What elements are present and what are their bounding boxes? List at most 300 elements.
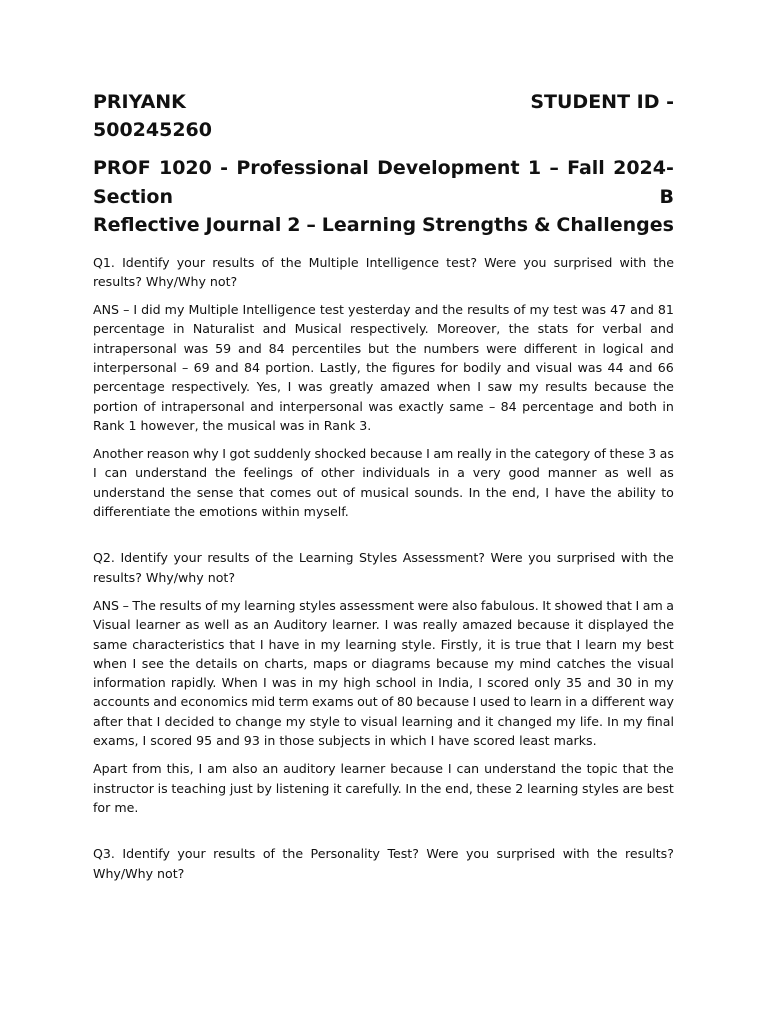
word: I xyxy=(132,655,137,671)
word: in xyxy=(495,446,507,462)
word: saw xyxy=(487,379,513,395)
word: maps xyxy=(313,655,348,671)
word: these xyxy=(476,780,512,796)
word: of xyxy=(205,597,218,613)
word: – xyxy=(488,398,496,414)
word: results xyxy=(467,302,510,318)
text-line xyxy=(93,779,674,798)
word: and xyxy=(599,398,623,414)
word: after xyxy=(93,713,123,729)
word: learner xyxy=(135,617,181,633)
word: of xyxy=(381,694,394,710)
word: I xyxy=(222,446,226,462)
word: surprised xyxy=(556,550,616,566)
word: diagrams xyxy=(371,655,431,671)
journal-word: Learning xyxy=(321,214,417,236)
text-line xyxy=(93,272,674,291)
word: the xyxy=(653,550,674,566)
word: school xyxy=(375,675,417,691)
text-line xyxy=(93,635,674,654)
word: Identify xyxy=(122,846,170,862)
word: teaching xyxy=(171,780,227,796)
word: of xyxy=(300,465,313,481)
word: it xyxy=(484,713,494,729)
word: have xyxy=(554,484,586,500)
word: and xyxy=(250,398,274,414)
word: on xyxy=(243,655,259,671)
word: learning xyxy=(345,636,397,652)
word: mind xyxy=(519,655,552,671)
word: test xyxy=(553,302,578,318)
word: interpersonal xyxy=(93,359,177,375)
word: information xyxy=(93,675,166,691)
text-line xyxy=(93,483,674,502)
word: test xyxy=(319,302,344,318)
word: intrapersonal xyxy=(160,398,245,414)
word: for xyxy=(440,359,458,375)
word: is xyxy=(500,636,511,652)
word: in xyxy=(421,675,433,691)
word: verbal xyxy=(602,321,642,337)
word: to xyxy=(661,484,674,500)
word: Intelligence xyxy=(242,302,316,318)
course-title-line-1 xyxy=(93,154,674,183)
course-word: 2024- xyxy=(613,157,674,179)
word: my xyxy=(220,597,241,613)
word: final xyxy=(646,713,674,729)
word: fabulous. xyxy=(480,597,539,613)
q1-answer xyxy=(93,300,674,435)
word: 84 xyxy=(243,359,260,375)
word: instructor xyxy=(93,780,154,796)
word: Assessment? xyxy=(402,550,485,566)
word: the xyxy=(485,484,507,500)
word: as xyxy=(604,465,619,481)
word: I xyxy=(447,761,452,777)
word: only xyxy=(534,675,561,691)
word: and xyxy=(628,359,653,375)
word: term xyxy=(278,694,309,710)
word: my xyxy=(654,675,674,691)
word: way xyxy=(648,694,674,710)
word: ANS xyxy=(93,597,120,613)
word: my xyxy=(285,713,306,729)
word: – xyxy=(182,359,189,375)
word: details xyxy=(195,655,238,671)
line-text: Rank 1 however, the musical was in Rank 3. xyxy=(93,417,372,433)
journal-word: 2 xyxy=(287,214,301,236)
word: carefully. xyxy=(345,780,402,796)
text-line xyxy=(93,444,674,463)
word: just xyxy=(229,780,253,796)
word: end, xyxy=(512,484,540,500)
word: portion. xyxy=(265,359,315,375)
word: Visual xyxy=(93,617,131,633)
word: of xyxy=(262,846,275,862)
journal-word: Journal xyxy=(205,214,282,236)
word: with xyxy=(620,550,648,566)
word: reason xyxy=(146,446,190,462)
line-text: differentiate the emotions within myself. xyxy=(93,504,349,520)
word: changed xyxy=(497,713,552,729)
word: was xyxy=(581,302,607,318)
word: Apart xyxy=(93,761,128,777)
word: India, xyxy=(438,675,474,691)
word: that xyxy=(229,636,255,652)
journal-word: & xyxy=(533,214,551,236)
word: Q3. xyxy=(93,846,115,862)
word: but xyxy=(368,340,389,356)
word: of xyxy=(261,254,274,270)
word: to xyxy=(343,713,357,729)
word: your xyxy=(176,254,206,270)
course-word: - xyxy=(220,157,229,179)
word: understand xyxy=(484,761,557,777)
word: style xyxy=(309,713,340,729)
word: you xyxy=(465,846,490,862)
word: can xyxy=(456,761,480,777)
word: best xyxy=(646,780,674,796)
word: and xyxy=(262,321,287,337)
word: greatly xyxy=(329,379,374,395)
word: because xyxy=(593,379,647,395)
text-line xyxy=(93,397,674,416)
word: my xyxy=(622,713,643,729)
word: respectively. xyxy=(349,321,429,337)
word: got xyxy=(229,446,251,462)
word: rapidly. xyxy=(170,675,217,691)
word: my xyxy=(318,675,339,691)
word: showed xyxy=(554,597,603,613)
word: I xyxy=(133,302,138,318)
word: Q1. xyxy=(93,254,115,270)
word: my xyxy=(494,655,514,671)
word: decided xyxy=(164,713,215,729)
word: I xyxy=(477,379,481,395)
word: shocked xyxy=(314,446,367,462)
word: the xyxy=(653,761,674,777)
word: visual xyxy=(535,359,573,375)
word: numbers xyxy=(423,340,480,356)
word: that xyxy=(622,761,649,777)
student-name: PRIYANK xyxy=(93,91,186,113)
word: did xyxy=(141,302,161,318)
word: the xyxy=(590,484,612,500)
word: topic xyxy=(586,761,618,777)
word: exactly xyxy=(398,398,444,414)
text-line xyxy=(93,319,674,338)
word: 81 xyxy=(657,302,674,318)
word: the xyxy=(653,617,674,633)
word: logical xyxy=(602,340,644,356)
word: feelings xyxy=(243,465,293,481)
word: an xyxy=(262,761,279,777)
word: was xyxy=(297,379,323,395)
word: for xyxy=(576,321,594,337)
text-line xyxy=(93,358,674,377)
word: surprised xyxy=(496,846,556,862)
word: 84 xyxy=(268,340,285,356)
word: the xyxy=(272,550,294,566)
word: was xyxy=(183,340,209,356)
word: style. xyxy=(401,636,436,652)
course-word: Development xyxy=(377,157,520,179)
word: the xyxy=(611,655,632,671)
journal-word: – xyxy=(306,214,316,236)
word: the xyxy=(510,446,532,462)
word: Moreover, xyxy=(436,321,501,337)
course-word: Fall xyxy=(567,157,605,179)
word: in xyxy=(637,675,649,691)
student-id-number: 500245260 xyxy=(93,119,212,141)
word: percentage xyxy=(93,379,165,395)
text-line xyxy=(93,844,674,863)
word: Test? xyxy=(387,846,419,862)
word: styles xyxy=(582,780,619,796)
word: Q2. xyxy=(93,550,115,566)
word: suddenly xyxy=(253,446,311,462)
word: understand xyxy=(135,465,208,481)
word: I xyxy=(426,446,430,462)
q1-question xyxy=(93,253,674,292)
word: that xyxy=(126,713,153,729)
text-line xyxy=(93,339,674,358)
line-text: results? Why/why not? xyxy=(93,569,236,585)
word: as xyxy=(659,446,674,462)
word: In xyxy=(468,484,481,500)
word: the xyxy=(508,321,530,337)
word: with xyxy=(619,254,647,270)
word: interpersonal xyxy=(279,398,363,414)
word: Learning xyxy=(298,550,354,566)
word: In xyxy=(405,780,418,796)
journal-word: Strengths xyxy=(421,214,529,236)
word: Identify xyxy=(120,550,168,566)
word: the xyxy=(420,780,442,796)
word: results xyxy=(207,550,250,566)
word: because xyxy=(416,694,470,710)
word: why xyxy=(192,446,219,462)
word: are xyxy=(622,780,643,796)
text-line xyxy=(93,416,674,435)
word: – xyxy=(122,597,129,613)
word: was xyxy=(393,617,418,633)
word: am xyxy=(642,597,663,613)
word: and xyxy=(238,340,262,356)
word: portion xyxy=(93,398,139,414)
section-value: B xyxy=(659,185,674,208)
word: 59 xyxy=(215,340,232,356)
word: in xyxy=(173,321,185,337)
word: I xyxy=(545,484,549,500)
word: that xyxy=(606,597,632,613)
word: intrapersonal xyxy=(93,340,177,356)
word: that xyxy=(238,484,265,500)
word: high xyxy=(343,675,371,691)
word: In xyxy=(607,713,619,729)
word: as xyxy=(234,617,249,633)
word: understand xyxy=(93,484,166,500)
word: exams xyxy=(312,694,354,710)
word: I xyxy=(472,694,477,710)
word: you xyxy=(523,254,547,270)
word: to xyxy=(513,694,527,710)
word: it xyxy=(486,636,496,652)
text-line xyxy=(93,300,674,319)
word: my xyxy=(518,379,539,395)
word: of xyxy=(143,398,156,414)
text-line xyxy=(93,548,674,567)
word: the xyxy=(442,302,464,318)
word: a xyxy=(580,694,588,710)
word: Personality xyxy=(310,846,380,862)
q2-question xyxy=(93,548,674,587)
word: the xyxy=(280,254,302,270)
text-line xyxy=(93,759,674,778)
line-text: exams, I scored 95 and 93 in those subjects in which I have scored least marks. xyxy=(93,733,597,749)
q3-question xyxy=(93,844,674,883)
word: Auditory xyxy=(273,617,328,633)
word: out xyxy=(316,484,338,500)
word: Were xyxy=(484,254,517,270)
word: these xyxy=(609,446,645,462)
word: different xyxy=(591,694,645,710)
word: my xyxy=(529,302,550,318)
word: am xyxy=(433,446,454,462)
word: best xyxy=(646,636,674,652)
word: see xyxy=(141,655,164,671)
word: well xyxy=(204,617,230,633)
word: you xyxy=(528,550,552,566)
word: I xyxy=(478,675,482,691)
word: Naturalist xyxy=(192,321,255,337)
word: results xyxy=(213,846,256,862)
word: the xyxy=(596,846,618,862)
word: musical xyxy=(360,484,409,500)
word: a xyxy=(666,597,674,613)
word: both xyxy=(628,398,657,414)
word: learning xyxy=(526,780,579,796)
word: 35 xyxy=(566,675,583,691)
word: from xyxy=(132,761,162,777)
word: I xyxy=(635,597,640,613)
word: my xyxy=(555,713,576,729)
word: the xyxy=(366,359,387,375)
text-line xyxy=(93,253,674,272)
word: Were xyxy=(490,550,523,566)
word: 44 xyxy=(607,359,624,375)
word: and xyxy=(506,359,531,375)
word: really xyxy=(456,446,492,462)
word: were xyxy=(417,597,449,613)
word: results xyxy=(545,379,588,395)
header-line xyxy=(93,88,674,116)
word: I xyxy=(287,379,292,395)
text-line xyxy=(93,596,674,615)
word: learner. xyxy=(332,617,380,633)
word: also xyxy=(451,597,478,613)
word: Were xyxy=(426,846,459,862)
word: the xyxy=(561,761,582,777)
word: displayed xyxy=(587,617,649,633)
word: in xyxy=(662,398,674,414)
word: and xyxy=(650,340,674,356)
word: in xyxy=(304,636,316,652)
word: Lastly, xyxy=(319,359,361,375)
word: was xyxy=(271,675,297,691)
q2-answer xyxy=(93,596,674,750)
word: a xyxy=(457,465,465,481)
text-line xyxy=(93,377,674,396)
word: learner xyxy=(340,761,386,777)
word: sense xyxy=(196,484,234,500)
text-line xyxy=(93,692,674,711)
word: change xyxy=(235,713,282,729)
word: results? xyxy=(625,846,674,862)
journal-title-line xyxy=(93,211,674,240)
word: auditory xyxy=(283,761,336,777)
word: stats xyxy=(537,321,569,337)
word: it xyxy=(574,617,584,633)
word: I xyxy=(576,636,581,652)
word: percentiles xyxy=(291,340,362,356)
word: it xyxy=(333,780,342,796)
word: 80 xyxy=(396,694,413,710)
word: the xyxy=(653,254,674,270)
word: Musical xyxy=(294,321,342,337)
word: scored xyxy=(487,675,530,691)
word: and xyxy=(457,713,481,729)
word: well xyxy=(626,465,652,481)
text-line xyxy=(93,731,674,750)
word: individuals xyxy=(362,465,430,481)
line-text: for me. xyxy=(93,799,139,815)
word: Yes, xyxy=(256,379,281,395)
word: of xyxy=(513,302,526,318)
journal-word: Challenges xyxy=(556,214,674,236)
word: percentage xyxy=(93,321,165,337)
word: I xyxy=(262,675,267,691)
word: the xyxy=(282,846,304,862)
word: Identify xyxy=(122,254,170,270)
word: and xyxy=(650,321,674,337)
word: am xyxy=(207,761,228,777)
course-word: PROF xyxy=(93,157,151,179)
word: visual xyxy=(360,713,398,729)
text-line xyxy=(93,502,674,521)
word: end, xyxy=(445,780,473,796)
word: ANS xyxy=(93,302,120,318)
word: the xyxy=(653,379,674,395)
word: percentage xyxy=(522,398,594,414)
word: your xyxy=(177,846,206,862)
word: I xyxy=(198,761,203,777)
word: I xyxy=(156,713,161,729)
word: in xyxy=(437,465,450,481)
word: The xyxy=(132,597,156,613)
word: were xyxy=(486,340,517,356)
word: Styles xyxy=(359,550,398,566)
course-word: – xyxy=(549,157,559,179)
section-label: Section xyxy=(93,185,174,208)
word: and xyxy=(587,675,611,691)
text-line xyxy=(93,673,674,692)
text-line xyxy=(93,654,674,673)
word: of xyxy=(342,484,355,500)
word: and xyxy=(153,694,177,710)
word: because xyxy=(435,655,489,671)
word: same xyxy=(93,636,128,652)
